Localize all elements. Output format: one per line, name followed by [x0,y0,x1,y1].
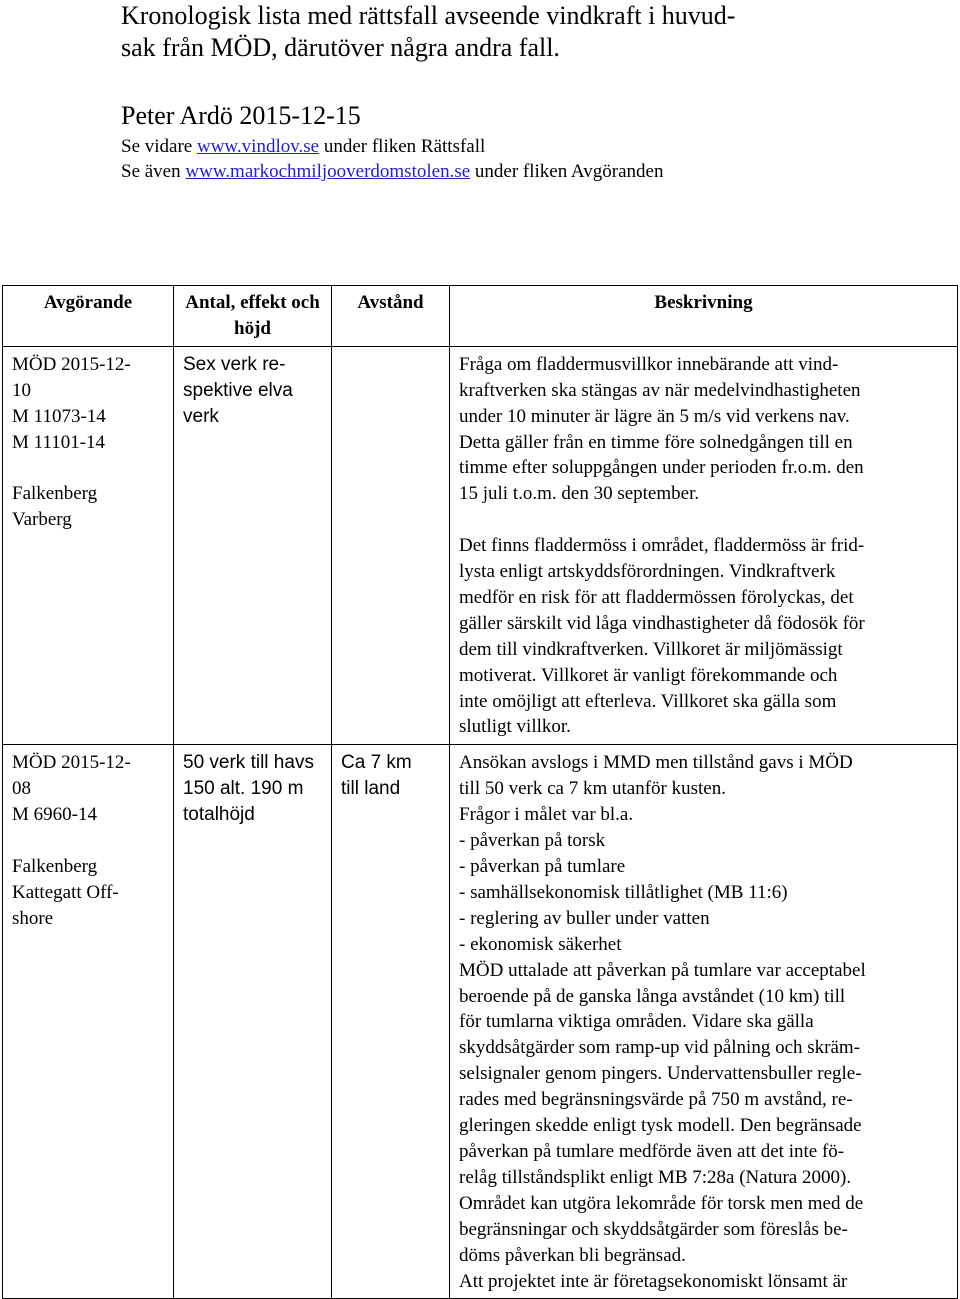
description-line: rades med begränsningsvärde på 750 m avstånd, re- [459,1089,853,1111]
description-line: 15 juli t.o.m. den 30 september. [459,483,700,505]
description-line: skyddsåtgärder som ramp-up vid pålning och skräm- [459,1037,861,1059]
description-line: - påverkan på tumlare [459,856,626,878]
distance-cell [332,346,450,745]
description-line: Fråga om fladdermusvillkor innebärande att vind- [459,353,839,375]
decision-line: 08 [12,778,31,800]
reference-line-mmod [121,160,663,184]
description-line: till 50 verk ca 7 km utanför kusten. [459,778,726,800]
document-title-line-1: Kronologisk lista med rättsfall avseende vindkraft i huvud- [121,1,736,30]
count-line: verk [183,405,219,427]
description-line: Det finns fladdermöss i området, fladdermöss är frid- [459,535,865,557]
description-line: lysta enligt artskyddsförordningen. Vindkraftverk [459,561,836,583]
reference-suffix: under fliken Avgöranden [470,161,664,182]
distance-line: Ca 7 km [341,752,412,774]
decision-line: MÖD 2015-12- [12,752,131,774]
description-line: Detta gäller från en timme före solnedgången till en [459,431,853,453]
description-line: Ansökan avslogs i MMD men tillstånd gavs i MÖD [459,752,853,774]
header-description: Beskrivning [450,286,958,347]
document-title-line-2: sak från MÖD, därutöver några andra fall. [121,33,560,62]
author-date: Peter Ardö 2015-12-15 [121,101,361,130]
header-decision: Avgörande [3,286,174,347]
description-line: - påverkan på torsk [459,830,606,852]
count-line: spektive elva [183,379,293,401]
count-line: 150 alt. 190 m [183,778,304,800]
place-line: Falkenberg [12,856,98,877]
reference-prefix: Se även [121,161,186,182]
decision-line: 10 [12,379,31,401]
description-line: beroende på de ganska långa avståndet (10 km) till [459,985,846,1007]
decision-line: M 6960-14 [12,804,97,826]
count-line: Sex verk re- [183,353,286,375]
distance-line: till land [341,778,401,800]
decision-line: MÖD 2015-12- [12,353,131,375]
description-line: begränsningar och skyddsåtgärder som föreslås be- [459,1218,848,1240]
case-table [2,285,958,1299]
table-header-row [3,286,958,347]
description-line: dem till vindkraftverken. Villkoret är miljömässigt [459,638,843,660]
description-cell [450,346,958,745]
description-line: relåg tillståndsplikt enligt MB 7:28a (Natura 2000). [459,1166,852,1188]
place-line: shore [12,907,54,929]
description-line: timme efter soluppgången under perioden fr.o.m. den [459,457,864,479]
description-cell [450,745,958,1299]
place-line: Kattegatt Off- [12,881,119,903]
description-line: medför en risk för att fladdermössen förolyckas, det [459,586,854,608]
description-line: under 10 minuter är lägre än 5 m/s vid verkens nav. [459,405,850,427]
description-line: selsignaler genom pingers. Undervattensbuller regle- [459,1063,862,1085]
table-row [3,346,958,745]
description-line: motiverat. Villkoret är vanligt förekommande och [459,664,838,686]
header-count-effect-height: Antal, effekt och höjd [174,286,332,347]
description-line: - ekonomisk säkerhet [459,933,622,955]
description-line: gleringen skedde enligt tysk modell. Den begränsade [459,1115,862,1137]
description-line: Frågor i målet var bl.a. [459,804,634,826]
count-line: totalhöjd [183,804,255,826]
count-line: 50 verk till havs [183,752,314,774]
description-line: kraftverken ska stängas av när medelvindhastigheten [459,379,861,401]
description-line: döms påverkan bli begränsad. [459,1244,686,1266]
reference-prefix: Se vidare [121,136,197,157]
description-line: inte omöjligt att efterleva. Villkoret ska gälla som [459,690,837,712]
description-line: påverkan på tumlare medförde även att det inte fö- [459,1140,845,1162]
decision-cell [3,745,174,1299]
table-row [3,745,958,1299]
description-line: Att projektet inte är företagsekonomiskt lönsamt är [459,1270,848,1292]
description-line: för tumlarna viktiga områden. Vidare ska gälla [459,1011,814,1033]
distance-cell [332,745,450,1299]
header-distance: Avstånd [332,286,450,347]
decision-line: M 11101-14 [12,431,106,453]
description-line: gäller särskilt vid låga vindhastigheter då födosök för [459,612,865,634]
place-line: Falkenberg [12,483,98,505]
place-line: Varberg [12,509,72,531]
vindlov-link[interactable]: www.vindlov.se [196,136,320,157]
description-line: - samhällsekonomisk tillåtlighet (MB 11:6) [459,881,788,903]
markochmiljooverdomstolen-link[interactable]: www.markochmiljooverdomstolen.se [185,161,471,182]
decision-line: M 11073-14 [12,405,106,427]
decision-cell [3,346,174,745]
reference-line-vindlov [121,135,485,159]
count-cell [174,745,332,1299]
description-line: Området kan utgöra lekområde för torsk men med de [459,1192,864,1214]
description-line: slutligt villkor. [459,716,571,738]
description-line: MÖD uttalade att påverkan på tumlare var acceptabel [459,959,866,981]
reference-suffix: under fliken Rättsfall [319,136,486,157]
description-line: - reglering av buller under vatten [459,907,710,929]
count-cell [174,346,332,745]
